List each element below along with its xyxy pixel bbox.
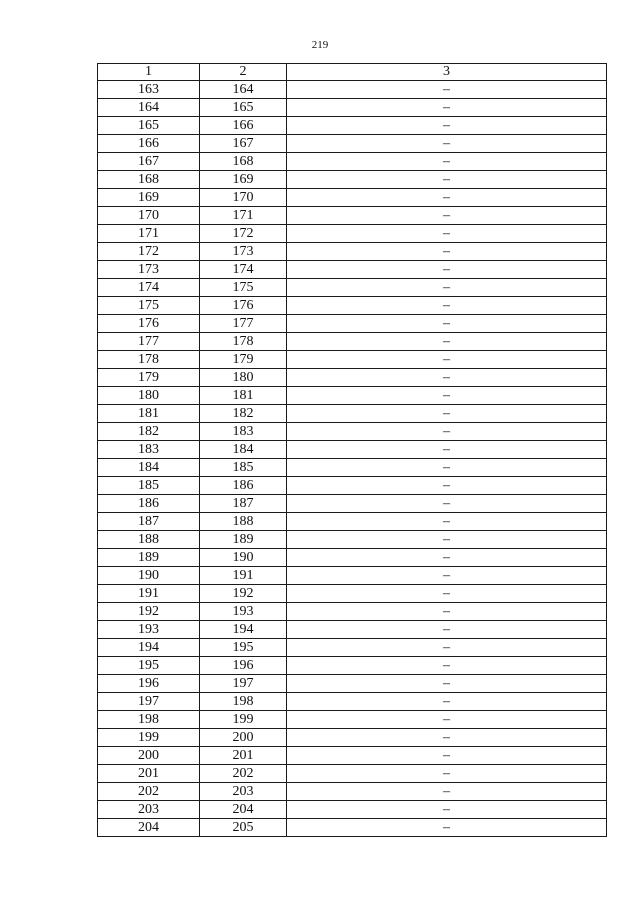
table-cell-col-1: 186 bbox=[98, 495, 200, 513]
table-cell-col-3: – bbox=[287, 333, 607, 351]
table-row bbox=[98, 531, 607, 549]
table-cell-col-3: – bbox=[287, 387, 607, 405]
table-cell-col-3: – bbox=[287, 81, 607, 99]
table-cell-col-2: 197 bbox=[200, 675, 287, 693]
table-cell-col-3: – bbox=[287, 495, 607, 513]
table-cell-col-2: 188 bbox=[200, 513, 287, 531]
table-cell-col-1: 178 bbox=[98, 351, 200, 369]
table-cell-col-1: 191 bbox=[98, 585, 200, 603]
table-cell-col-1: 169 bbox=[98, 189, 200, 207]
table-cell-col-1: 173 bbox=[98, 261, 200, 279]
table-cell-col-1: 176 bbox=[98, 315, 200, 333]
table-cell-col-1: 183 bbox=[98, 441, 200, 459]
table-cell-col-3: – bbox=[287, 99, 607, 117]
table-row bbox=[98, 603, 607, 621]
table-row bbox=[98, 495, 607, 513]
table-row bbox=[98, 387, 607, 405]
table-cell-col-3: – bbox=[287, 801, 607, 819]
table-cell-col-1: 187 bbox=[98, 513, 200, 531]
table-row bbox=[98, 369, 607, 387]
table-cell-col-2: 198 bbox=[200, 693, 287, 711]
table-cell-col-2: 194 bbox=[200, 621, 287, 639]
table-cell-col-1: 201 bbox=[98, 765, 200, 783]
table-row bbox=[98, 189, 607, 207]
table-cell-col-1: 193 bbox=[98, 621, 200, 639]
table-row bbox=[98, 819, 607, 837]
table-cell-col-3: – bbox=[287, 369, 607, 387]
table-cell-col-1: 203 bbox=[98, 801, 200, 819]
table-cell-col-3: – bbox=[287, 549, 607, 567]
column-header-2: 2 bbox=[200, 64, 287, 81]
table-cell-col-2: 166 bbox=[200, 117, 287, 135]
table-cell-col-1: 166 bbox=[98, 135, 200, 153]
table-row bbox=[98, 117, 607, 135]
table-row bbox=[98, 315, 607, 333]
table-cell-col-3: – bbox=[287, 225, 607, 243]
table-cell-col-2: 182 bbox=[200, 405, 287, 423]
table-cell-col-2: 184 bbox=[200, 441, 287, 459]
table-cell-col-2: 196 bbox=[200, 657, 287, 675]
table-cell-col-1: 196 bbox=[98, 675, 200, 693]
table-cell-col-1: 195 bbox=[98, 657, 200, 675]
table-row bbox=[98, 567, 607, 585]
table-cell-col-1: 180 bbox=[98, 387, 200, 405]
table-cell-col-2: 169 bbox=[200, 171, 287, 189]
table-cell-col-1: 181 bbox=[98, 405, 200, 423]
table-cell-col-3: – bbox=[287, 585, 607, 603]
table-row bbox=[98, 765, 607, 783]
table-cell-col-2: 181 bbox=[200, 387, 287, 405]
table-cell-col-3: – bbox=[287, 711, 607, 729]
table-cell-col-3: – bbox=[287, 171, 607, 189]
table-cell-col-3: – bbox=[287, 621, 607, 639]
table-cell-col-2: 183 bbox=[200, 423, 287, 441]
table-cell-col-2: 173 bbox=[200, 243, 287, 261]
table-cell-col-2: 190 bbox=[200, 549, 287, 567]
table-row bbox=[98, 513, 607, 531]
table-row bbox=[98, 351, 607, 369]
table-row bbox=[98, 621, 607, 639]
table-cell-col-2: 204 bbox=[200, 801, 287, 819]
table-cell-col-1: 167 bbox=[98, 153, 200, 171]
table-cell-col-1: 164 bbox=[98, 99, 200, 117]
table-cell-col-1: 184 bbox=[98, 459, 200, 477]
table-cell-col-3: – bbox=[287, 477, 607, 495]
table-cell-col-2: 178 bbox=[200, 333, 287, 351]
table-cell-col-3: – bbox=[287, 783, 607, 801]
table-cell-col-2: 175 bbox=[200, 279, 287, 297]
table-cell-col-3: – bbox=[287, 765, 607, 783]
table-cell-col-1: 170 bbox=[98, 207, 200, 225]
table-cell-col-2: 164 bbox=[200, 81, 287, 99]
table-cell-col-2: 179 bbox=[200, 351, 287, 369]
table-cell-col-3: – bbox=[287, 279, 607, 297]
table-cell-col-2: 203 bbox=[200, 783, 287, 801]
table-cell-col-3: – bbox=[287, 351, 607, 369]
table-cell-col-2: 167 bbox=[200, 135, 287, 153]
table-cell-col-3: – bbox=[287, 657, 607, 675]
column-header-3: 3 bbox=[287, 64, 607, 81]
table-row bbox=[98, 423, 607, 441]
table-row bbox=[98, 747, 607, 765]
table-cell-col-2: 192 bbox=[200, 585, 287, 603]
table-cell-col-1: 188 bbox=[98, 531, 200, 549]
table-cell-col-2: 201 bbox=[200, 747, 287, 765]
table-header bbox=[98, 64, 607, 81]
table-cell-col-2: 168 bbox=[200, 153, 287, 171]
table-row bbox=[98, 261, 607, 279]
table-row bbox=[98, 477, 607, 495]
table-cell-col-2: 171 bbox=[200, 207, 287, 225]
table-row bbox=[98, 459, 607, 477]
table-row bbox=[98, 135, 607, 153]
table-row bbox=[98, 171, 607, 189]
table-cell-col-1: 185 bbox=[98, 477, 200, 495]
table-cell-col-2: 174 bbox=[200, 261, 287, 279]
table-cell-col-3: – bbox=[287, 207, 607, 225]
table-cell-col-1: 174 bbox=[98, 279, 200, 297]
table-cell-col-1: 189 bbox=[98, 549, 200, 567]
table-cell-col-3: – bbox=[287, 441, 607, 459]
table-row bbox=[98, 81, 607, 99]
table-row bbox=[98, 153, 607, 171]
table-cell-col-1: 192 bbox=[98, 603, 200, 621]
table-cell-col-1: 168 bbox=[98, 171, 200, 189]
table-cell-col-3: – bbox=[287, 297, 607, 315]
table-cell-col-3: – bbox=[287, 729, 607, 747]
page-number: 219 bbox=[311, 39, 329, 51]
table-row bbox=[98, 207, 607, 225]
table-cell-col-1: 177 bbox=[98, 333, 200, 351]
table-cell-col-3: – bbox=[287, 675, 607, 693]
table-row bbox=[98, 549, 607, 567]
table-cell-col-3: – bbox=[287, 135, 607, 153]
table-row bbox=[98, 729, 607, 747]
table-cell-col-2: 165 bbox=[200, 99, 287, 117]
table-cell-col-3: – bbox=[287, 315, 607, 333]
table-cell-col-3: – bbox=[287, 261, 607, 279]
table-row bbox=[98, 693, 607, 711]
table-cell-col-1: 199 bbox=[98, 729, 200, 747]
header-row bbox=[98, 64, 607, 81]
table-cell-col-1: 172 bbox=[98, 243, 200, 261]
table-cell-col-2: 185 bbox=[200, 459, 287, 477]
table-row bbox=[98, 297, 607, 315]
table-cell-col-1: 202 bbox=[98, 783, 200, 801]
table-cell-col-2: 177 bbox=[200, 315, 287, 333]
column-header-1: 1 bbox=[98, 64, 200, 81]
table-cell-col-3: – bbox=[287, 117, 607, 135]
table-cell-col-2: 187 bbox=[200, 495, 287, 513]
table-cell-col-3: – bbox=[287, 243, 607, 261]
table-row bbox=[98, 801, 607, 819]
table-row bbox=[98, 585, 607, 603]
table-cell-col-3: – bbox=[287, 531, 607, 549]
table-cell-col-3: – bbox=[287, 405, 607, 423]
table-row bbox=[98, 639, 607, 657]
table-cell-col-1: 204 bbox=[98, 819, 200, 837]
table-cell-col-3: – bbox=[287, 153, 607, 171]
table-cell-col-1: 163 bbox=[98, 81, 200, 99]
table-cell-col-3: – bbox=[287, 459, 607, 477]
table-cell-col-3: – bbox=[287, 603, 607, 621]
table-row bbox=[98, 243, 607, 261]
table-cell-col-3: – bbox=[287, 423, 607, 441]
table-body bbox=[98, 81, 607, 837]
table-cell-col-1: 182 bbox=[98, 423, 200, 441]
table-cell-col-1: 175 bbox=[98, 297, 200, 315]
table-cell-col-2: 170 bbox=[200, 189, 287, 207]
table-row bbox=[98, 279, 607, 297]
table-cell-col-1: 198 bbox=[98, 711, 200, 729]
data-table bbox=[97, 63, 607, 837]
table-row bbox=[98, 711, 607, 729]
table-cell-col-1: 197 bbox=[98, 693, 200, 711]
table-cell-col-1: 200 bbox=[98, 747, 200, 765]
table-row bbox=[98, 333, 607, 351]
table-row bbox=[98, 225, 607, 243]
table-cell-col-2: 180 bbox=[200, 369, 287, 387]
table-cell-col-2: 172 bbox=[200, 225, 287, 243]
table-row bbox=[98, 657, 607, 675]
table-cell-col-3: – bbox=[287, 189, 607, 207]
table-row bbox=[98, 99, 607, 117]
table-cell-col-2: 205 bbox=[200, 819, 287, 837]
table-row bbox=[98, 405, 607, 423]
table-cell-col-2: 200 bbox=[200, 729, 287, 747]
table-cell-col-2: 202 bbox=[200, 765, 287, 783]
table-cell-col-2: 199 bbox=[200, 711, 287, 729]
table-cell-col-2: 193 bbox=[200, 603, 287, 621]
table-cell-col-3: – bbox=[287, 693, 607, 711]
table-cell-col-1: 165 bbox=[98, 117, 200, 135]
table-cell-col-3: – bbox=[287, 639, 607, 657]
table-cell-col-2: 191 bbox=[200, 567, 287, 585]
table-cell-col-2: 186 bbox=[200, 477, 287, 495]
table-cell-col-3: – bbox=[287, 567, 607, 585]
table-cell-col-1: 179 bbox=[98, 369, 200, 387]
table-cell-col-1: 194 bbox=[98, 639, 200, 657]
table-row bbox=[98, 783, 607, 801]
table-cell-col-2: 189 bbox=[200, 531, 287, 549]
table-cell-col-3: – bbox=[287, 513, 607, 531]
table-row bbox=[98, 441, 607, 459]
table-cell-col-1: 190 bbox=[98, 567, 200, 585]
table-cell-col-3: – bbox=[287, 819, 607, 837]
table-cell-col-3: – bbox=[287, 747, 607, 765]
table-cell-col-2: 195 bbox=[200, 639, 287, 657]
table-row bbox=[98, 675, 607, 693]
table-cell-col-2: 176 bbox=[200, 297, 287, 315]
table-cell-col-1: 171 bbox=[98, 225, 200, 243]
